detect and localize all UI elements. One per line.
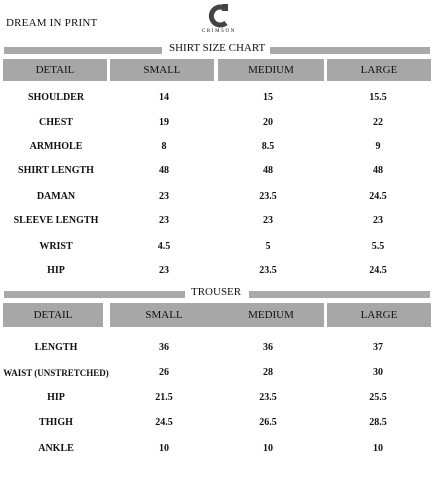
- row-label: WRIST: [39, 241, 73, 252]
- row-label: HIP: [47, 265, 65, 276]
- large-value: 15.5: [369, 92, 387, 103]
- section-rule-left: [4, 291, 185, 298]
- medium-value: 23.5: [259, 265, 277, 276]
- medium-value: 23.5: [259, 191, 277, 202]
- trouser-header-row: [3, 303, 431, 325]
- table-row: [0, 240, 434, 254]
- large-value: 30: [373, 367, 383, 378]
- medium-value: 48: [263, 165, 273, 176]
- medium-value: 23.5: [259, 392, 277, 403]
- shirt-header-detail: DETAIL: [3, 59, 107, 81]
- large-value: 25.5: [369, 392, 387, 403]
- small-value: 24.5: [155, 417, 173, 428]
- small-value: 4.5: [157, 241, 171, 252]
- row-label: ARMHOLE: [29, 141, 83, 152]
- crimson-c-icon: [208, 4, 230, 28]
- large-value: 9: [375, 141, 381, 152]
- table-row: [0, 91, 434, 105]
- row-label: WAIST (UNSTRETCHED): [3, 368, 109, 378]
- large-value: 22: [373, 117, 383, 128]
- row-label: ANKLE: [38, 443, 74, 454]
- shirt-header-large: LARGE: [327, 59, 431, 81]
- table-row: [0, 116, 434, 130]
- small-value: 8: [161, 141, 167, 152]
- table-row: [0, 391, 434, 405]
- table-row: [0, 190, 434, 204]
- small-value: 19: [159, 117, 169, 128]
- medium-value: 20: [263, 117, 273, 128]
- small-value: 48: [159, 165, 169, 176]
- row-label: SLEEVE LENGTH: [13, 215, 99, 226]
- table-row: [0, 341, 434, 355]
- medium-value: 15: [263, 92, 273, 103]
- small-value: 26: [159, 367, 169, 378]
- large-value: 24.5: [369, 191, 387, 202]
- small-value: 23: [159, 215, 169, 226]
- small-value: 10: [159, 443, 169, 454]
- shirt-section-title: SHIRT SIZE CHART: [166, 42, 268, 54]
- large-value: 10: [373, 443, 383, 454]
- medium-value: 26.5: [259, 417, 277, 428]
- large-value: 24.5: [369, 265, 387, 276]
- row-label: SHIRT LENGTH: [18, 165, 94, 176]
- trouser-header-detail: DETAIL: [3, 303, 103, 327]
- large-value: 28.5: [369, 417, 387, 428]
- medium-value: 5: [265, 241, 271, 252]
- row-label: LENGTH: [34, 342, 78, 353]
- trouser-header-large: LARGE: [327, 303, 431, 327]
- large-value: 48: [373, 165, 383, 176]
- table-row: [0, 442, 434, 456]
- table-row: [0, 264, 434, 278]
- shirt-header-medium: MEDIUM: [218, 59, 324, 81]
- medium-value: 23: [263, 215, 273, 226]
- brand-name: DREAM IN PRINT: [6, 17, 98, 29]
- table-row: [0, 366, 434, 380]
- table-row: [0, 214, 434, 228]
- small-value: 36: [159, 342, 169, 353]
- row-label: THIGH: [39, 417, 73, 428]
- row-label: SHOULDER: [27, 92, 85, 103]
- trouser-section-header: [4, 288, 430, 299]
- section-rule-left: [4, 47, 162, 54]
- trouser-header-small: SMALL: [110, 303, 218, 327]
- shirt-header-row: [3, 59, 431, 81]
- medium-value: 36: [263, 342, 273, 353]
- logo-wordmark: CRIMSON: [202, 29, 236, 34]
- large-value: 23: [373, 215, 383, 226]
- large-value: 5.5: [371, 241, 385, 252]
- section-rule-right: [249, 291, 430, 298]
- large-value: 37: [373, 342, 383, 353]
- medium-value: 28: [263, 367, 273, 378]
- shirt-header-small: SMALL: [110, 59, 214, 81]
- table-row: [0, 164, 434, 178]
- trouser-header-medium: MEDIUM: [218, 303, 324, 327]
- section-rule-right: [270, 47, 430, 54]
- row-label: HIP: [47, 392, 65, 403]
- table-row: [0, 140, 434, 154]
- small-value: 14: [159, 92, 169, 103]
- crimson-logo: [202, 4, 236, 34]
- medium-value: 8.5: [261, 141, 275, 152]
- shirt-section-header: [4, 44, 430, 55]
- small-value: 23: [159, 191, 169, 202]
- medium-value: 10: [263, 443, 273, 454]
- trouser-section-title: TROUSER: [188, 286, 244, 298]
- small-value: 21.5: [155, 392, 173, 403]
- small-value: 23: [159, 265, 169, 276]
- table-row: [0, 416, 434, 430]
- row-label: DAMAN: [36, 191, 76, 202]
- row-label: CHEST: [39, 117, 73, 128]
